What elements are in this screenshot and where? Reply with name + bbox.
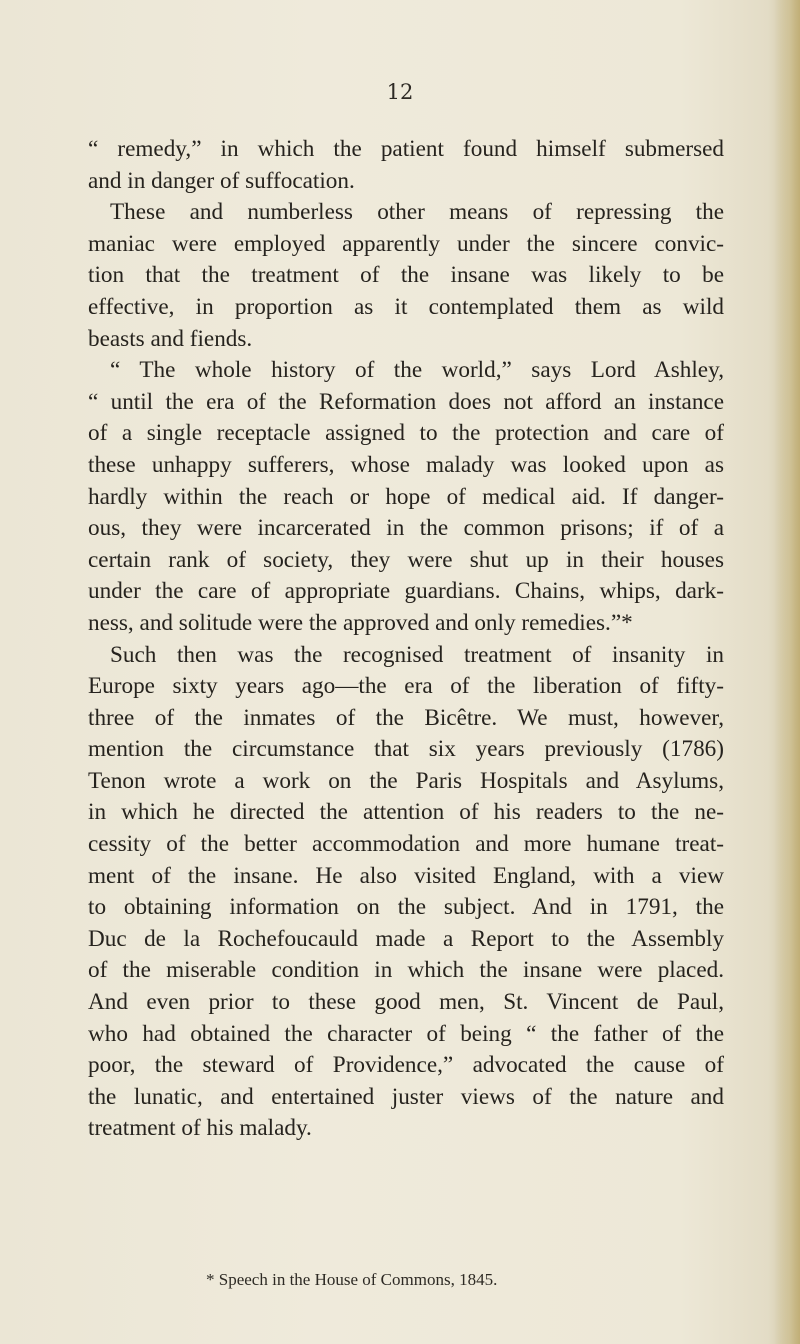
text-line: hardly within the reach or hope of medical aid. If danger- — [88, 483, 724, 510]
text-line: three of the inmates of the Bicêtre. We must, however, — [88, 704, 724, 731]
text-line: Duc de la Rochefoucauld made a Report to the Assembly — [88, 925, 724, 952]
text-line: “ remedy,” in which the patient found himself submersed — [88, 136, 724, 162]
page-edge-shadow — [774, 0, 800, 1344]
text-line: ous, they were incarcerated in the common prisons; if of a — [88, 515, 724, 542]
text-line: treatment of his malady. — [88, 1115, 312, 1142]
text-line: cessity of the better accommodation and more humane treat- — [88, 831, 724, 858]
text-line: under the care of appropriate guardians. Chains, whips, dark- — [88, 578, 724, 605]
text-line: These and numberless other means of repressing the — [110, 199, 724, 226]
text-line: effective, in proportion as it contemplated them as wild — [88, 293, 724, 320]
text-line: and in danger of suffocation. — [88, 167, 355, 194]
text-line: Tenon wrote a work on the Paris Hospitals and Asylums, — [88, 767, 724, 794]
text-line: beasts and fiends. — [88, 325, 253, 352]
text-line: of the miserable condition in which the insane were placed. — [88, 957, 724, 984]
text-line: in which he directed the attention of his readers to the ne- — [88, 799, 724, 826]
text-line: who had obtained the character of being “ the father of the — [88, 1020, 724, 1047]
text-line: tion that the treatment of the insane was likely to be — [88, 262, 724, 289]
text-line: of a single receptacle assigned to the protection and care of — [88, 420, 724, 447]
text-line: ment of the insane. He also visited England, with a view — [88, 862, 724, 889]
text-line: certain rank of society, they were shut up in their houses — [88, 546, 724, 573]
text-line: “ The whole history of the world,” says Lord Ashley, — [110, 357, 724, 384]
text-line: Europe sixty years ago—the era of the liberation of fifty- — [88, 673, 724, 700]
text-line: “ until the era of the Reformation does not afford an instance — [88, 388, 724, 415]
footnote: * Speech in the House of Commons, 1845. — [206, 1270, 498, 1289]
text-line: to obtaining information on the subject. And in 1791, the — [88, 894, 724, 921]
text-line: the lunatic, and entertained juster views of the nature and — [88, 1083, 724, 1110]
body-text — [88, 134, 724, 1145]
text-line: mention the circumstance that six years previously (1786) — [88, 736, 724, 763]
text-line: And even prior to these good men, St. Vincent de Paul, — [88, 989, 724, 1016]
text-line: ness, and solitude were the approved and only remedies.”* — [88, 609, 633, 636]
page-number: 12 — [386, 80, 414, 104]
text-line: these unhappy sufferers, whose malady was looked upon as — [88, 451, 724, 478]
text-line: maniac were employed apparently under the sincere convic- — [88, 230, 724, 257]
text-line: poor, the steward of Providence,” advocated the cause of — [88, 1052, 724, 1079]
text-line: Such then was the recognised treatment of insanity in — [110, 641, 724, 668]
